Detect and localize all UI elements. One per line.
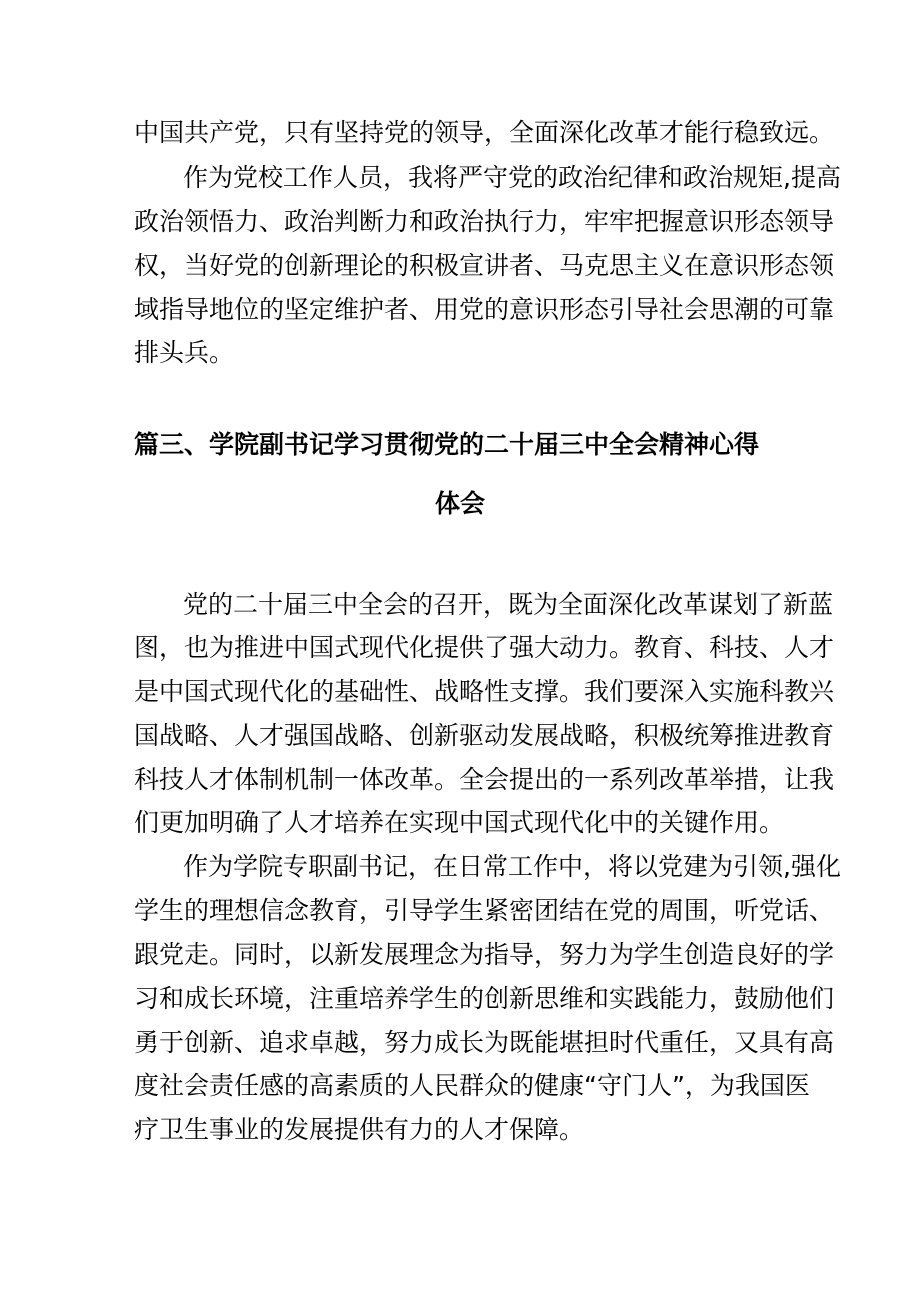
body-text-line: 勇于创新、追求卓越，努力成长为既能堪担时代重任，又具有高 (134, 1028, 835, 1057)
body-text-line: 作为党校工作人员，我将严守党的政治纪律和政治规矩,提高 (183, 163, 841, 192)
section-title-continuation: 体会 (434, 489, 485, 518)
body-text-line: 政治领悟力、政治判断力和政治执行力，牢牢把握意识形态领导 (134, 207, 835, 236)
section-title: 篇三、学院副书记学习贯彻党的二十届三中全会精神心得 (134, 430, 760, 459)
body-text-line: 疗卫生事业的发展提供有力的人才保障。 (134, 1115, 585, 1144)
body-text-line: 学生的理想信念教育，引导学生紧密团结在党的周围，听党话、 (134, 896, 835, 925)
body-text-line: 科技人才体制机制一体改革。全会提出的一系列改革举措，让我 (134, 765, 835, 794)
body-text-line: 是中国式现代化的基础性、战略性支撑。我们要深入实施科教兴 (134, 677, 835, 706)
body-text-line: 们更加明确了人才培养在实现中国式现代化中的关键作用。 (134, 808, 785, 837)
body-text-line: 域指导地位的坚定维护者、用党的意识形态引导社会思潮的可靠 (134, 295, 835, 324)
body-text-line: 中国共产党，只有坚持党的领导，全面深化改革才能行稳致远。 (134, 118, 835, 147)
body-text-line: 党的二十届三中全会的召开，既为全面深化改革谋划了新蓝 (183, 590, 834, 619)
body-text-line: 国战略、人才强国战略、创新驱动发展战略，积极统筹推进教育 (134, 721, 835, 750)
body-text-line: 图，也为推进中国式现代化提供了强大动力。教育、科技、人才 (134, 633, 835, 662)
body-text-line: 跟党走。同时，以新发展理念为指导，努力为学生创造良好的学 (134, 940, 835, 969)
body-text-line: 排头兵。 (134, 338, 235, 367)
body-text-line: 度社会责任感的高素质的人民群众的健康“守门人”，为我国医 (134, 1071, 810, 1100)
body-text-line: 作为学院专职副书记，在日常工作中，将以党建为引领,强化 (183, 852, 841, 881)
body-text-line: 习和成长环境，注重培养学生的创新思维和实践能力，鼓励他们 (134, 984, 835, 1013)
body-text-line: 权，当好党的创新理论的积极宣讲者、马克思主义在意识形态领 (134, 251, 835, 280)
